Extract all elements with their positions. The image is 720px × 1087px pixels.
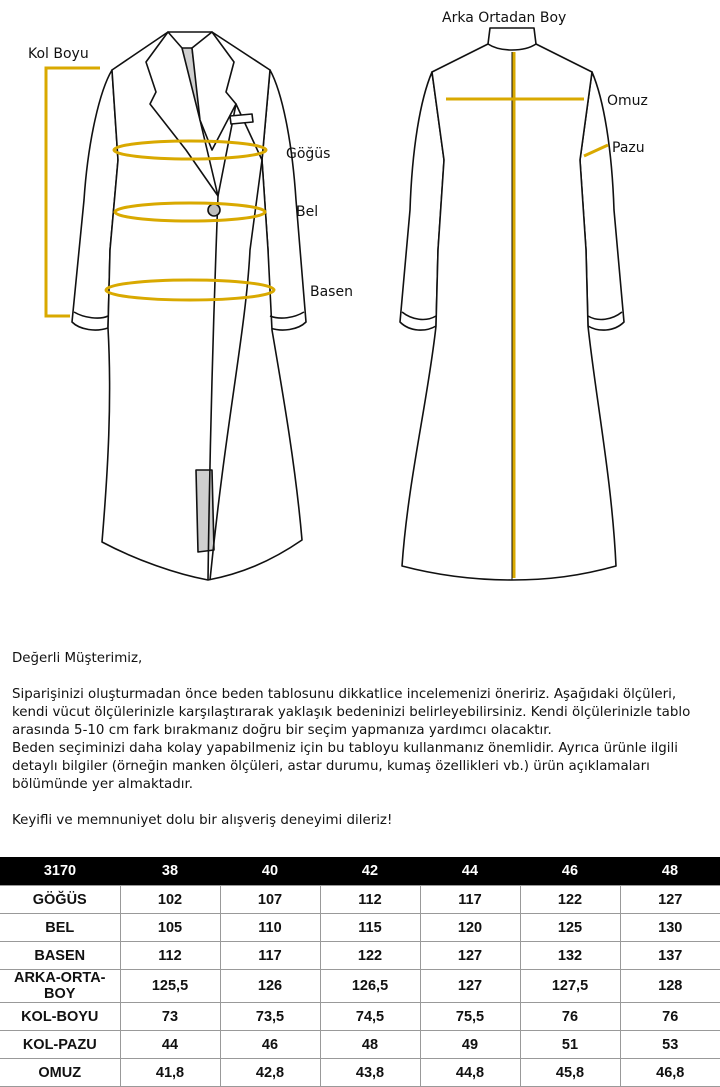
- table-cell: 74,5: [320, 1003, 420, 1031]
- table-row: [0, 1031, 720, 1059]
- size-table-header: [0, 857, 720, 886]
- table-cell: 127: [420, 942, 520, 970]
- table-cell: 49: [420, 1031, 520, 1059]
- front-coat-drawing: [72, 32, 306, 580]
- table-cell: 112: [120, 942, 220, 970]
- row-label: ARKA-ORTA-BOY: [0, 970, 120, 1003]
- header-model-code: 3170: [0, 857, 120, 886]
- label-bel: Bel: [296, 204, 319, 220]
- label-gogus: Göğüs: [286, 146, 331, 162]
- intro-paragraph-1: Siparişinizi oluşturmadan önce beden tablosunu dikkatlice incelemenizi öneririz. Aşağıdaki ölçüleri, kendi vücut ölçülerinizle karşılaştırarak yaklaşık bedeninizi belirleyebilirsiniz. Kendi ölçülerinizle tablo arasında 5-10 cm fark bırakmanız doğru bir seçim yapmanıza yardımcı olacaktır.: [12, 687, 691, 738]
- table-cell: 127: [620, 886, 720, 914]
- table-cell: 128: [620, 970, 720, 1003]
- label-omuz: Omuz: [607, 93, 648, 109]
- table-cell: 44: [120, 1031, 220, 1059]
- table-cell: 117: [420, 886, 520, 914]
- table-cell: 41,8: [120, 1059, 220, 1087]
- table-cell: 126,5: [320, 970, 420, 1003]
- row-label: KOL-PAZU: [0, 1031, 120, 1059]
- table-cell: 48: [320, 1031, 420, 1059]
- table-cell: 132: [520, 942, 620, 970]
- size-table: [0, 857, 720, 1087]
- table-cell: 125: [520, 914, 620, 942]
- table-cell: 137: [620, 942, 720, 970]
- table-cell: 51: [520, 1031, 620, 1059]
- table-cell: 127: [420, 970, 520, 1003]
- header-size: 46: [520, 857, 620, 886]
- table-row: [0, 1059, 720, 1087]
- table-cell: 117: [220, 942, 320, 970]
- table-cell: 105: [120, 914, 220, 942]
- back-coat-drawing: [400, 28, 624, 580]
- table-cell: 53: [620, 1031, 720, 1059]
- label-pazu: Pazu: [612, 140, 645, 156]
- table-cell: 122: [320, 942, 420, 970]
- header-size: 40: [220, 857, 320, 886]
- table-cell: 43,8: [320, 1059, 420, 1087]
- table-cell: 125,5: [120, 970, 220, 1003]
- greeting: Değerli Müşterimiz,: [12, 651, 143, 666]
- table-cell: 120: [420, 914, 520, 942]
- table-cell: 102: [120, 886, 220, 914]
- header-size: 38: [120, 857, 220, 886]
- table-cell: 42,8: [220, 1059, 320, 1087]
- row-label: KOL-BOYU: [0, 1003, 120, 1031]
- closing-line: Keyifli ve memnuniyet dolu bir alışveriş deneyimi dileriz!: [12, 813, 393, 828]
- row-label: BEL: [0, 914, 120, 942]
- row-label: OMUZ: [0, 1059, 120, 1087]
- table-row: [0, 942, 720, 970]
- table-cell: 127,5: [520, 970, 620, 1003]
- label-basen: Basen: [310, 284, 353, 300]
- label-kol-boyu: Kol Boyu: [28, 46, 89, 62]
- table-cell: 45,8: [520, 1059, 620, 1087]
- table-cell: 110: [220, 914, 320, 942]
- table-row: [0, 914, 720, 942]
- header-size: 42: [320, 857, 420, 886]
- table-cell: 73: [120, 1003, 220, 1031]
- table-cell: 112: [320, 886, 420, 914]
- table-cell: 44,8: [420, 1059, 520, 1087]
- table-cell: 107: [220, 886, 320, 914]
- header-size: 48: [620, 857, 720, 886]
- row-label: BASEN: [0, 942, 120, 970]
- intro-text: [12, 650, 712, 830]
- table-cell: 115: [320, 914, 420, 942]
- table-cell: 76: [520, 1003, 620, 1031]
- size-table-body: [0, 886, 720, 1087]
- table-cell: 126: [220, 970, 320, 1003]
- header-size: 44: [420, 857, 520, 886]
- table-row: [0, 886, 720, 914]
- table-cell: 122: [520, 886, 620, 914]
- table-row: [0, 970, 720, 1003]
- label-arka-orta-boy: Arka Ortadan Boy: [442, 10, 567, 26]
- table-cell: 46,8: [620, 1059, 720, 1087]
- row-label: GÖĞÜS: [0, 886, 120, 914]
- table-cell: 76: [620, 1003, 720, 1031]
- table-cell: 73,5: [220, 1003, 320, 1031]
- table-cell: 75,5: [420, 1003, 520, 1031]
- table-cell: 46: [220, 1031, 320, 1059]
- intro-paragraph-2: Beden seçiminizi daha kolay yapabilmeniz için bu tabloyu kullanmanız önemlidir. Ayrıca ürünle ilgili detaylı bilgiler (örneğin manken ölçüleri, astar durumu, kumaş özellikleri vb.) ürün açıklamaları bölümünde yer almaktadır.: [12, 741, 678, 792]
- table-row: [0, 1003, 720, 1031]
- table-cell: 130: [620, 914, 720, 942]
